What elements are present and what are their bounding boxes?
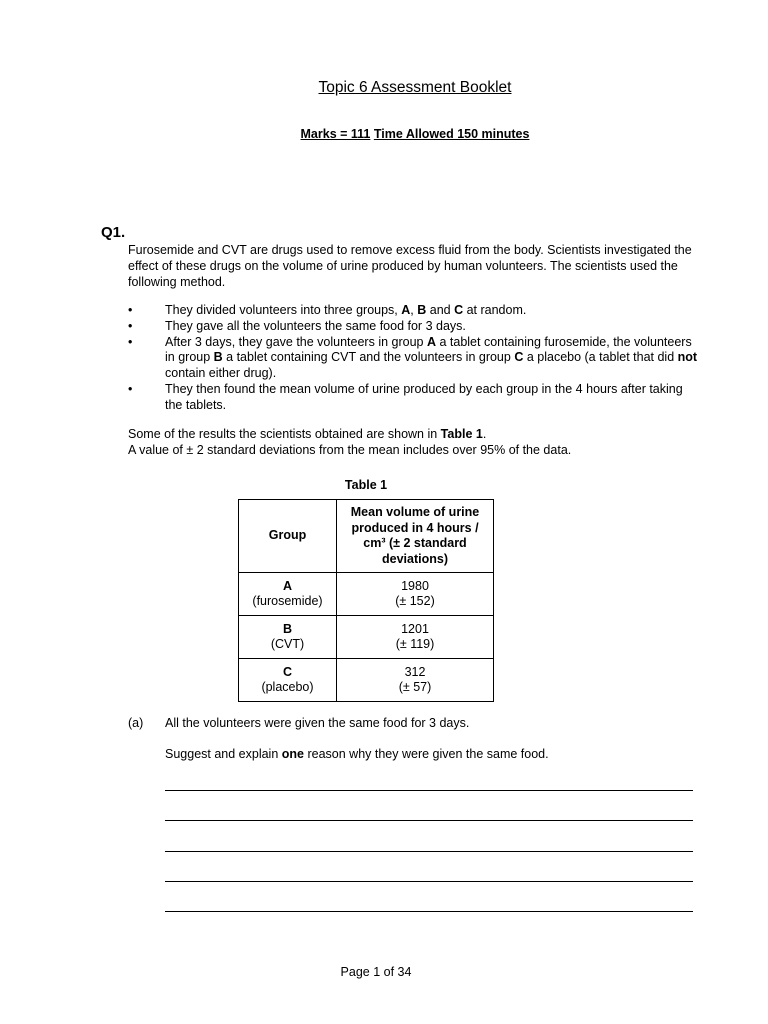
bullet-icon: •: [128, 334, 133, 349]
method-text: and: [426, 303, 455, 317]
method-list: [128, 303, 698, 414]
part-a-label: (a): [128, 716, 144, 730]
value-cell: [337, 616, 494, 659]
answer-line[interactable]: [165, 881, 693, 882]
group-letter: A: [282, 578, 293, 593]
bullet-icon: •: [128, 381, 133, 396]
bullet-icon: •: [128, 303, 133, 317]
method-text: a tablet containing CVT and the volunteers in group: [222, 350, 515, 365]
method-item: [128, 303, 698, 319]
method-text: a placebo (a tablet that did: [523, 350, 678, 365]
group-label: A: [401, 303, 411, 317]
method-text: contain either drug).: [165, 366, 277, 381]
group-drug: (furosemide): [252, 594, 323, 608]
table-row: [239, 659, 494, 702]
answer-line[interactable]: [165, 911, 693, 912]
group-label: B: [213, 350, 223, 365]
method-item: [128, 319, 698, 335]
mean-value: 312: [404, 664, 426, 679]
answer-line[interactable]: [165, 851, 693, 852]
group-cell: [239, 573, 337, 616]
results-text: .: [482, 427, 487, 441]
sd-value: (± 57): [398, 680, 432, 694]
marks-time-line: [0, 127, 768, 141]
emphasis-not: not: [677, 350, 698, 365]
group-cell: [239, 659, 337, 702]
results-paragraph: [128, 427, 698, 459]
sd-note: A value of ± 2 standard deviations from the mean includes over 95% of the data.: [128, 442, 572, 457]
method-item: [128, 382, 698, 414]
answer-line[interactable]: [165, 790, 693, 791]
group-label: C: [454, 303, 464, 317]
group-label: B: [417, 303, 427, 317]
table-header-row: [239, 500, 494, 573]
part-a-statement: All the volunteers were given the same food for 3 days.: [165, 716, 470, 730]
method-text: They gave all the volunteers the same food for 3 days.: [165, 318, 466, 333]
results-table: [238, 499, 494, 702]
header-group: Group: [239, 500, 337, 573]
group-letter: C: [282, 664, 293, 679]
question-number: Q1.: [101, 224, 126, 241]
table-row: [239, 616, 494, 659]
method-text: a tablet containing furosemide, the volunteers in group: [165, 334, 692, 365]
value-cell: [337, 573, 494, 616]
method-text: at random.: [463, 303, 527, 317]
sd-value: (± 152): [395, 594, 435, 608]
time-allowed: Time Allowed 150 minutes: [373, 127, 530, 141]
instruction-emphasis: one: [281, 747, 304, 761]
instruction-text: Suggest and explain: [165, 747, 282, 761]
results-text: Some of the results the scientists obtained are shown in: [128, 427, 441, 441]
part-a-instruction: [165, 747, 549, 761]
answer-line[interactable]: [165, 820, 693, 821]
sd-value: (± 119): [395, 637, 435, 651]
page-number: Page 1 of 34: [340, 965, 412, 979]
mean-value: 1980: [401, 578, 429, 593]
bullet-icon: •: [128, 318, 133, 333]
instruction-text: reason why they were given the same food.: [304, 747, 549, 761]
table-reference: Table 1: [440, 427, 483, 441]
method-text: They divided volunteers into three groups,: [165, 303, 402, 317]
group-label: C: [514, 350, 524, 365]
group-drug: (CVT): [270, 637, 305, 651]
question-intro: Furosemide and CVT are drugs used to remove excess fluid from the body. Scientists investigated the effect of these drugs on the volume of urine produced by human volunteers. The scientists used the following method.: [128, 243, 692, 289]
table-caption: Table 1: [344, 478, 388, 492]
group-letter: B: [282, 621, 293, 636]
marks-total: Marks = 111: [300, 127, 371, 141]
page-title: Topic 6 Assessment Booklet: [318, 79, 512, 96]
table-row: [239, 573, 494, 616]
header-mean-volume: Mean volume of urine produced in 4 hours / cm³ (± 2 standard deviations): [337, 500, 494, 573]
group-label: A: [426, 334, 436, 349]
group-drug: (placebo): [261, 680, 314, 694]
method-text: They then found the mean volume of urine produced by each group in the 4 hours after taking the tablets.: [165, 381, 683, 412]
value-cell: [337, 659, 494, 702]
method-text: After 3 days, they gave the volunteers in group: [165, 334, 427, 349]
group-cell: [239, 616, 337, 659]
method-item: [128, 335, 698, 382]
method-text: ,: [410, 303, 418, 317]
mean-value: 1201: [401, 621, 429, 636]
